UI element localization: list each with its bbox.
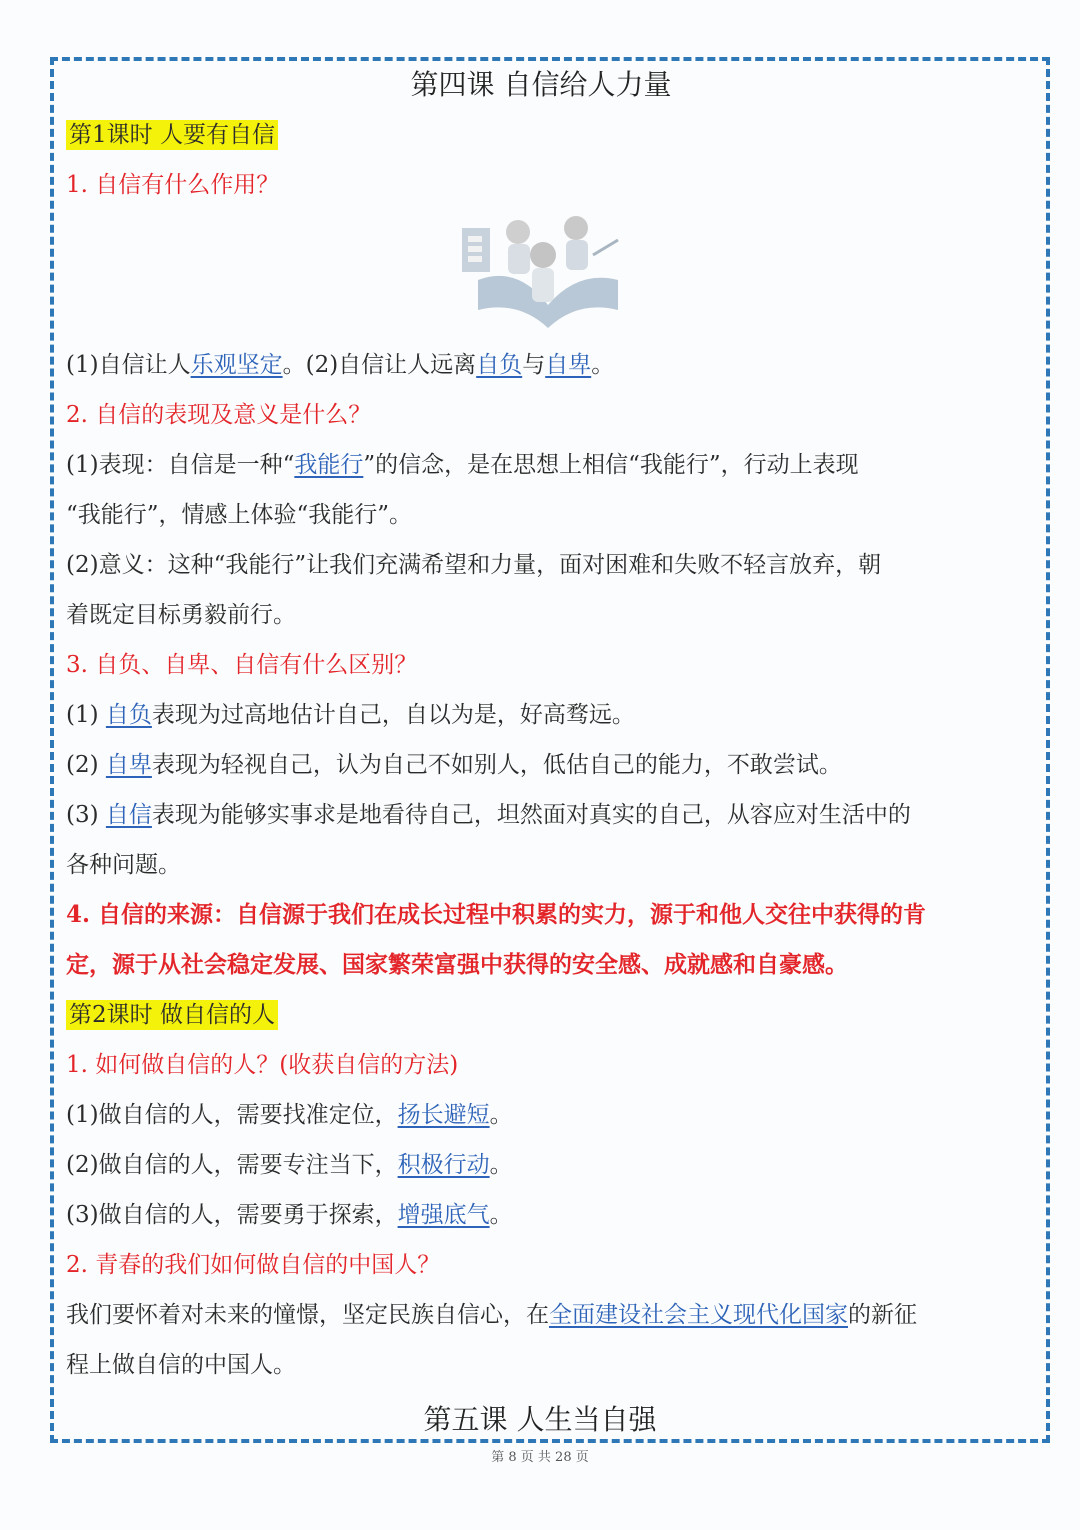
text-span: (1)做自信的人，需要找准定位， bbox=[66, 1102, 398, 1128]
text-span: 。 bbox=[489, 1102, 513, 1128]
section2-heading bbox=[66, 990, 1016, 1040]
text-span: (2) bbox=[66, 752, 106, 778]
s1-question-3: 3. 自负、自卑、自信有什么区别？ bbox=[66, 652, 418, 678]
keyword-modern-country: 全面建设社会主义现代化国家 bbox=[549, 1302, 848, 1328]
keyword-inferiority: 自卑 bbox=[545, 352, 592, 378]
text-span: 我们要怀着对未来的憧憬，坚定民族自信心，在 bbox=[66, 1302, 549, 1328]
text-span: (2)做自信的人，需要专注当下， bbox=[66, 1152, 398, 1178]
section2-heading-text: 第2课时 做自信的人 bbox=[66, 1000, 278, 1030]
s1-answer-3-item2 bbox=[66, 740, 1016, 790]
keyword-i-can: 我能行 bbox=[294, 452, 364, 478]
keyword-confidence-base: 增强底气 bbox=[397, 1202, 490, 1228]
text-span: (3) bbox=[66, 802, 106, 828]
text-span: (3)做自信的人，需要勇于探索， bbox=[66, 1202, 398, 1228]
page-number: 第 8 页 共 28 页 bbox=[491, 1450, 589, 1465]
s2-question-1: 1. 如何做自信的人？(收获自信的方法) bbox=[66, 1052, 459, 1078]
keyword-action: 积极行动 bbox=[397, 1152, 490, 1178]
next-lesson-title: 第五课 人生当自强 bbox=[423, 1403, 657, 1436]
keyword-strengths: 扬长避短 bbox=[397, 1102, 490, 1128]
text-span: 表现为能够实事求是地看待自己，坦然面对真实的自己，从容应对生活中的 bbox=[151, 802, 911, 828]
children-illustration-icon bbox=[458, 210, 628, 340]
text-span: 4. 自信的来源： bbox=[66, 901, 237, 928]
s1-answer-1 bbox=[66, 340, 1016, 390]
lesson-notes bbox=[66, 60, 1016, 1390]
text-span: (1)自信让人 bbox=[66, 352, 191, 378]
text-span: (1) bbox=[66, 702, 106, 728]
s1-question-2: 2. 自信的表现及意义是什么？ bbox=[66, 402, 372, 428]
s2-answer-1-line2 bbox=[66, 1140, 1016, 1190]
s2-question-2: 2. 青春的我们如何做自信的中国人？ bbox=[66, 1252, 441, 1278]
s1-question-4-line1 bbox=[66, 890, 1016, 940]
s1-answer-3-item3-cont: 各种问题。 bbox=[66, 852, 181, 878]
text-span: 。 bbox=[489, 1202, 513, 1228]
s2-answer-1-line3 bbox=[66, 1190, 1016, 1240]
s1-answer-2-line2: “我能行”，情感上体验“我能行”。 bbox=[66, 502, 413, 528]
s1-answer-3-item3 bbox=[66, 790, 1016, 840]
s1-question-4-line2: 定，源于从社会稳定发展、国家繁荣富强中获得的安全感、成就感和自豪感。 bbox=[66, 951, 848, 978]
keyword-arrogance: 自负 bbox=[105, 702, 152, 728]
s2-answer-1-line1 bbox=[66, 1090, 1016, 1140]
section1-heading-text: 第1课时 人要有自信 bbox=[66, 120, 278, 150]
s2-answer-2-line2: 程上做自信的中国人。 bbox=[66, 1352, 296, 1378]
s2-answer-2-line1 bbox=[66, 1290, 1016, 1340]
keyword-inferiority: 自卑 bbox=[105, 752, 152, 778]
s1-answer-2-line3: (2)意义：这种“我能行”让我们充满希望和力量，面对困难和失败不轻言放弃，朝 bbox=[66, 552, 882, 578]
lesson-title: 第四课 自信给人力量 bbox=[410, 68, 672, 101]
keyword-confidence: 自信 bbox=[105, 802, 152, 828]
illustration bbox=[66, 210, 1016, 340]
text-span: 。(2)自信让人远离 bbox=[282, 352, 477, 378]
text-span: 与 bbox=[522, 352, 546, 378]
keyword-optimistic: 乐观坚定 bbox=[190, 352, 283, 378]
s1-answer-3-item1 bbox=[66, 690, 1016, 740]
text-span: 。 bbox=[591, 352, 615, 378]
section1-heading bbox=[66, 110, 1016, 160]
text-span: (1)表现：自信是一种“ bbox=[66, 452, 295, 478]
text-span: 自信源于我们在成长过程中积累的实力，源于和他人交往中获得的肯 bbox=[236, 901, 927, 928]
text-span: 的新征 bbox=[848, 1302, 917, 1328]
s1-answer-2-line4: 着既定目标勇毅前行。 bbox=[66, 602, 296, 628]
s1-question-1: 1. 自信有什么作用？ bbox=[66, 172, 280, 198]
keyword-arrogance: 自负 bbox=[476, 352, 523, 378]
text-span: 。 bbox=[489, 1152, 513, 1178]
s1-answer-2-line1 bbox=[66, 440, 1016, 490]
text-span: ”的信念，是在思想上相信“我能行”，行动上表现 bbox=[363, 452, 859, 478]
text-span: 表现为轻视自己，认为自己不如别人，低估自己的能力，不敢尝试。 bbox=[151, 752, 842, 778]
text-span: 表现为过高地估计自己，自以为是，好高骛远。 bbox=[151, 702, 635, 728]
